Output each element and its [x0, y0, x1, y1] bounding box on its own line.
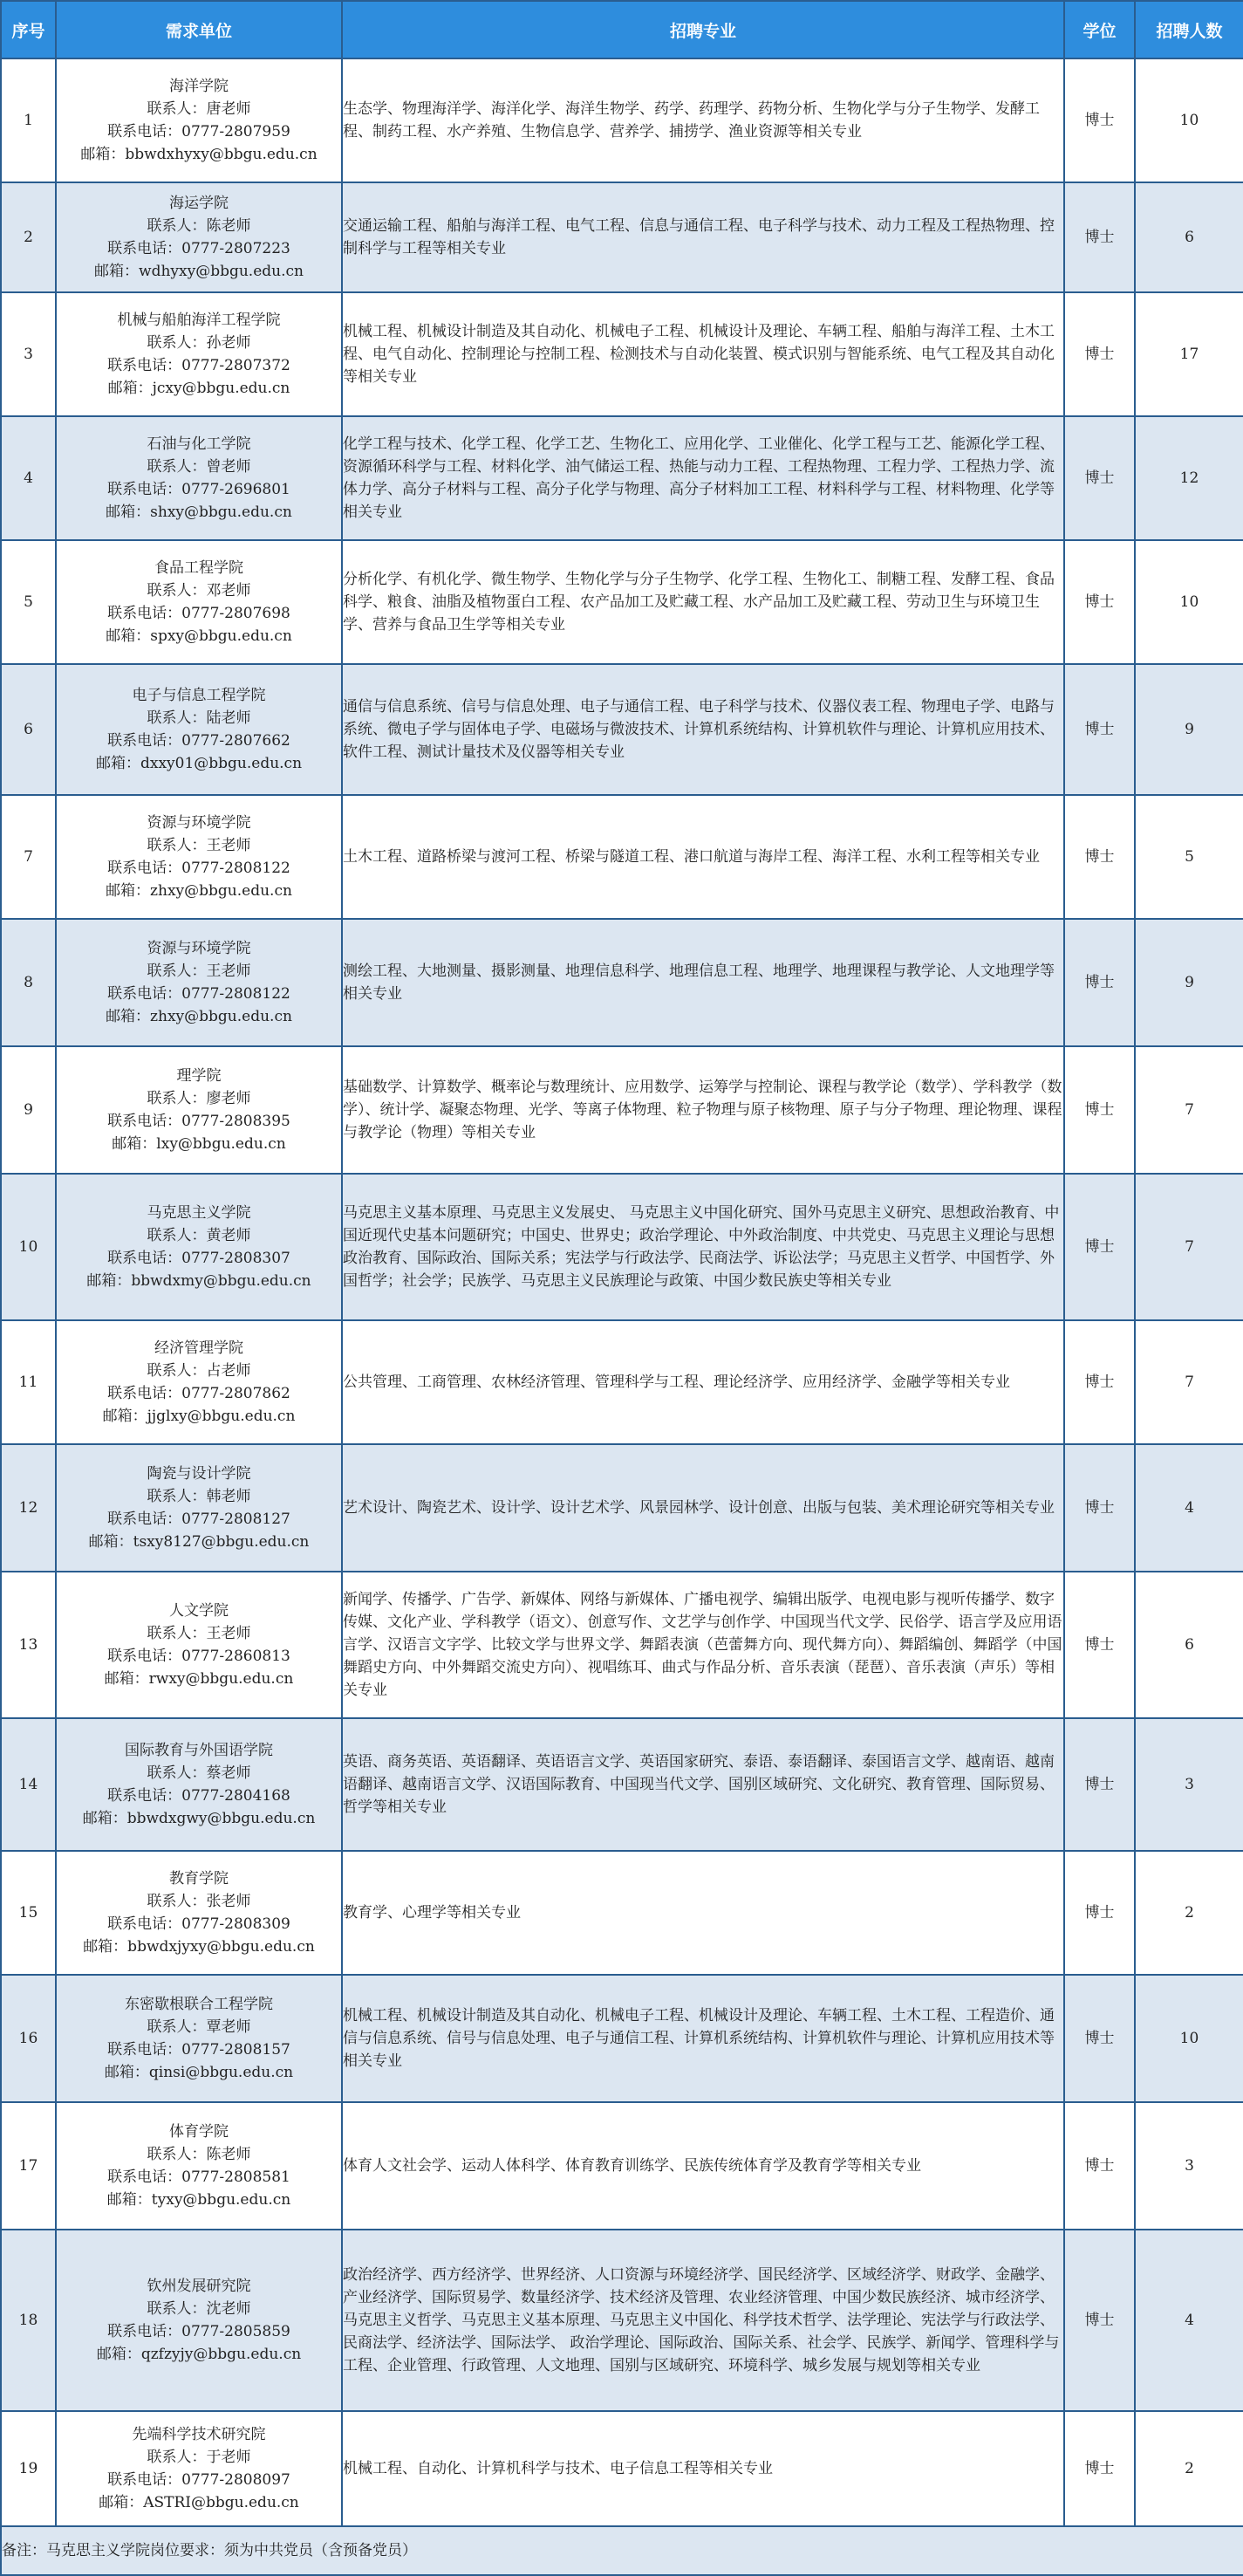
row-number: 9	[1, 1046, 56, 1174]
row-number: 5	[1, 540, 56, 664]
headcount-cell: 5	[1135, 795, 1243, 919]
row-number: 16	[1, 1975, 56, 2102]
headcount-cell: 17	[1135, 292, 1243, 416]
contact-person: 联系人：占老师	[147, 1362, 251, 1380]
row-number: 7	[1, 795, 56, 919]
department-name: 体育学院	[169, 2123, 229, 2141]
row-number: 1	[1, 58, 56, 182]
degree-cell: 博士	[1064, 664, 1135, 795]
contact-email: 邮箱：ASTRI@bbgu.edu.cn	[99, 2494, 299, 2511]
table-row	[1, 182, 1243, 292]
degree-cell: 博士	[1064, 1174, 1135, 1320]
majors-cell: 机械工程、自动化、计算机科学与技术、电子信息工程等相关专业	[342, 2411, 1064, 2526]
contact-email: 邮箱：spxy@bbgu.edu.cn	[106, 627, 292, 645]
row-number: 3	[1, 292, 56, 416]
degree-cell: 博士	[1064, 58, 1135, 182]
majors-cell: 新闻学、传播学、广告学、新媒体、网络与新媒体、广播电视学、编辑出版学、电视电影与视听传播学、数字传媒、文化产业、学科教学（语文）、创意写作、文艺学与创作学、中国现当代文学、民俗学、语言学及应用语言学、汉语言文字学、比较文学与世界文学、舞蹈表演（芭蕾舞方向、现代舞方向）、舞蹈编创、舞蹈学（中国舞蹈史方向、中外舞蹈交流史方向）、视唱练耳、曲式与作品分析、音乐表演（琵琶）、音乐表演（声乐）等相关专业	[342, 1572, 1064, 1718]
contact-person: 联系人：孙老师	[147, 334, 251, 352]
table-row	[1, 664, 1243, 795]
department-cell	[56, 292, 342, 416]
department-cell	[56, 1851, 342, 1975]
majors-cell: 英语、商务英语、英语翻译、英语语言文学、英语国家研究、泰语、泰语翻译、泰国语言文学、越南语、越南语翻译、越南语言文学、汉语国际教育、中国现当代文学、国别区域研究、文化研究、教育管理、国际贸易、哲学等相关专业	[342, 1718, 1064, 1851]
department-name: 食品工程学院	[154, 559, 243, 577]
department-cell	[56, 1046, 342, 1174]
row-number: 15	[1, 1851, 56, 1975]
department-name: 资源与环境学院	[147, 814, 251, 832]
majors-cell: 分析化学、有机化学、微生物学、生物化学与分子生物学、化学工程、生物化工、制糖工程、发酵工程、食品科学、粮食、油脂及植物蛋白工程、农产品加工及贮藏工程、水产品加工及贮藏工程、劳动卫生与环境卫生学、营养与食品卫生学等相关专业	[342, 540, 1064, 664]
department-name: 马克思主义学院	[147, 1204, 251, 1222]
contact-email: 邮箱：bbwdxjyxy@bbgu.edu.cn	[83, 1938, 315, 1956]
contact-email: 邮箱：qinsi@bbgu.edu.cn	[104, 2064, 294, 2081]
contact-email: 邮箱：jjglxy@bbgu.edu.cn	[102, 1408, 296, 1425]
majors-cell: 艺术设计、陶瓷艺术、设计学、设计艺术学、风景园林学、设计创意、出版与包装、美术理论研究等相关专业	[342, 1444, 1064, 1572]
row-number: 12	[1, 1444, 56, 1572]
contact-person: 联系人：王老师	[147, 963, 251, 980]
majors-cell: 化学工程与技术、化学工程、化学工艺、生物化工、应用化学、工业催化、化学工程与工艺、能源化学工程、资源循环科学与工程、材料化学、油气储运工程、热能与动力工程、工程热物理、工程力学、工程热力学、流体力学、高分子材料与工程、高分子化学与物理、高分子材料加工工程、材料科学与工程、材料物理、化学等相关专业	[342, 416, 1064, 540]
majors-cell: 基础数学、计算数学、概率论与数理统计、应用数学、运筹学与控制论、课程与教学论（数学）、学科教学（数学）、统计学、凝聚态物理、光学、等离子体物理、粒子物理与原子核物理、原子与分子物理、理论物理、课程与教学论（物理）等相关专业	[342, 1046, 1064, 1174]
contact-person: 联系人：黄老师	[147, 1227, 251, 1244]
contact-phone: 联系电话：0777-2807698	[107, 605, 290, 622]
department-name: 教育学院	[169, 1870, 229, 1887]
contact-phone: 联系电话：0777-2808122	[107, 860, 290, 877]
department-cell	[56, 182, 342, 292]
contact-phone: 联系电话：0777-2807372	[107, 357, 290, 374]
contact-phone: 联系电话：0777-2808157	[107, 2041, 290, 2059]
contact-person: 联系人：陈老师	[147, 2146, 251, 2163]
degree-cell: 博士	[1064, 1046, 1135, 1174]
header-unit: 需求单位	[56, 1, 342, 58]
contact-phone: 联系电话：0777-2807959	[107, 123, 290, 140]
degree-cell: 博士	[1064, 795, 1135, 919]
table-row	[1, 1975, 1243, 2102]
row-number: 6	[1, 664, 56, 795]
headcount-cell: 4	[1135, 1444, 1243, 1572]
department-cell	[56, 1572, 342, 1718]
contact-phone: 联系电话：0777-2808309	[107, 1915, 290, 1933]
contact-person: 联系人：曾老师	[147, 458, 251, 476]
footer-row	[1, 2526, 1243, 2575]
department-name: 海洋学院	[169, 78, 229, 95]
department-cell	[56, 795, 342, 919]
headcount-cell: 3	[1135, 2102, 1243, 2230]
contact-email: 邮箱：shxy@bbgu.edu.cn	[106, 504, 292, 521]
contact-phone: 联系电话：0777-2807662	[107, 732, 290, 750]
contact-phone: 联系电话：0777-2808097	[107, 2471, 290, 2489]
department-cell	[56, 416, 342, 540]
department-name: 陶瓷与设计学院	[147, 1465, 251, 1483]
contact-phone: 联系电话：0777-2808122	[107, 985, 290, 1003]
headcount-cell: 12	[1135, 416, 1243, 540]
degree-cell: 博士	[1064, 182, 1135, 292]
table-row	[1, 58, 1243, 182]
header-degree: 学位	[1064, 1, 1135, 58]
row-number: 4	[1, 416, 56, 540]
department-cell	[56, 919, 342, 1046]
contact-phone: 联系电话：0777-2807862	[107, 1385, 290, 1402]
headcount-cell: 10	[1135, 1975, 1243, 2102]
degree-cell: 博士	[1064, 416, 1135, 540]
majors-cell: 机械工程、机械设计制造及其自动化、机械电子工程、机械设计及理论、车辆工程、船舶与海洋工程、土木工程、电气自动化、控制理论与控制工程、检测技术与自动化装置、模式识别与智能系统、电气工程及其自动化等相关专业	[342, 292, 1064, 416]
degree-cell: 博士	[1064, 292, 1135, 416]
table-row	[1, 1851, 1243, 1975]
department-name: 先端科学技术研究院	[132, 2426, 266, 2443]
contact-phone: 联系电话：0777-2808127	[107, 1511, 290, 1528]
contact-email: 邮箱：bbwdxmy@bbgu.edu.cn	[86, 1272, 311, 1290]
department-cell	[56, 1975, 342, 2102]
contact-person: 联系人：王老师	[147, 1625, 251, 1642]
department-cell	[56, 664, 342, 795]
contact-email: 邮箱：bbwdxgwy@bbgu.edu.cn	[82, 1810, 316, 1827]
degree-cell: 博士	[1064, 1444, 1135, 1572]
department-cell	[56, 2102, 342, 2230]
headcount-cell: 2	[1135, 1851, 1243, 1975]
headcount-cell: 7	[1135, 1320, 1243, 1444]
department-cell	[56, 540, 342, 664]
department-name: 东密歇根联合工程学院	[125, 1996, 273, 2013]
majors-cell: 测绘工程、大地测量、摄影测量、地理信息科学、地理信息工程、地理学、地理课程与教学论、人文地理学等相关专业	[342, 919, 1064, 1046]
row-number: 8	[1, 919, 56, 1046]
majors-cell: 马克思主义基本原理、马克思主义发展史、 马克思主义中国化研究、国外马克思主义研究、思想政治教育、中国近现代史基本问题研究；中国史、世界史；政治学理论、中外政治制度、中共党史、马克思主义理论与思想政治教育、国际政治、国际关系；宪法学与行政法学、民商法学、诉讼法学；马克思主义哲学、中国哲学、外国哲学；社会学；民族学、马克思主义民族理论与政策、中国少数民族史等相关专业	[342, 1174, 1064, 1320]
headcount-cell: 6	[1135, 1572, 1243, 1718]
table-row	[1, 1572, 1243, 1718]
contact-person: 联系人：唐老师	[147, 100, 251, 118]
table-row	[1, 1444, 1243, 1572]
contact-email: 邮箱：jcxy@bbgu.edu.cn	[107, 380, 290, 397]
degree-cell: 博士	[1064, 2411, 1135, 2526]
row-number: 19	[1, 2411, 56, 2526]
footer-note: 备注：马克思主义学院岗位要求：须为中共党员（含预备党员）	[1, 2526, 1243, 2575]
department-cell	[56, 58, 342, 182]
department-cell	[56, 1320, 342, 1444]
contact-person: 联系人：陈老师	[147, 217, 251, 235]
majors-cell: 交通运输工程、船舶与海洋工程、电气工程、信息与通信工程、电子科学与技术、动力工程及工程热物理、控制科学与工程等相关专业	[342, 182, 1064, 292]
contact-email: 邮箱：qzfzyjy@bbgu.edu.cn	[96, 2346, 302, 2363]
header-count: 招聘人数	[1135, 1, 1243, 58]
majors-cell: 机械工程、机械设计制造及其自动化、机械电子工程、机械设计及理论、车辆工程、土木工程、工程造价、通信与信息系统、信号与信息处理、电子与通信工程、计算机系统结构、计算机软件与理论、计算机应用技术等相关专业	[342, 1975, 1064, 2102]
degree-cell: 博士	[1064, 2230, 1135, 2411]
contact-phone: 联系电话：0777-2860813	[107, 1648, 290, 1665]
headcount-cell: 2	[1135, 2411, 1243, 2526]
contact-email: 邮箱：tyxy@bbgu.edu.cn	[106, 2191, 291, 2209]
department-cell	[56, 1444, 342, 1572]
row-number: 11	[1, 1320, 56, 1444]
contact-email: 邮箱：zhxy@bbgu.edu.cn	[106, 882, 292, 900]
majors-cell: 体育人文社会学、运动人体科学、体育教育训练学、民族传统体育学及教育学等相关专业	[342, 2102, 1064, 2230]
degree-cell: 博士	[1064, 540, 1135, 664]
majors-cell: 通信与信息系统、信号与信息处理、电子与通信工程、电子科学与技术、仪器仪表工程、物理电子学、电路与系统、微电子学与固体电子学、电磁场与微波技术、计算机系统结构、计算机软件与理论、计算机应用技术、软件工程、测试计量技术及仪器等相关专业	[342, 664, 1064, 795]
table-row	[1, 1320, 1243, 1444]
header-no: 序号	[1, 1, 56, 58]
header-major: 招聘专业	[342, 1, 1064, 58]
contact-email: 邮箱：zhxy@bbgu.edu.cn	[106, 1008, 292, 1025]
headcount-cell: 7	[1135, 1046, 1243, 1174]
degree-cell: 博士	[1064, 2102, 1135, 2230]
headcount-cell: 6	[1135, 182, 1243, 292]
contact-phone: 联系电话：0777-2807223	[107, 240, 290, 257]
contact-email: 邮箱：wdhyxy@bbgu.edu.cn	[94, 263, 304, 280]
contact-person: 联系人：于老师	[147, 2449, 251, 2466]
majors-cell: 教育学、心理学等相关专业	[342, 1851, 1064, 1975]
contact-person: 联系人：张老师	[147, 1893, 251, 1910]
department-name: 资源与环境学院	[147, 940, 251, 957]
contact-phone: 联系电话：0777-2808395	[107, 1113, 290, 1130]
headcount-cell: 7	[1135, 1174, 1243, 1320]
contact-person: 联系人：廖老师	[147, 1090, 251, 1107]
department-name: 国际教育与外国语学院	[125, 1742, 273, 1759]
department-name: 经济管理学院	[154, 1339, 243, 1357]
degree-cell: 博士	[1064, 1975, 1135, 2102]
table-row	[1, 1174, 1243, 1320]
headcount-cell: 10	[1135, 58, 1243, 182]
majors-cell: 土木工程、道路桥梁与渡河工程、桥梁与隧道工程、港口航道与海岸工程、海洋工程、水利工程等相关专业	[342, 795, 1064, 919]
department-name: 理学院	[176, 1067, 222, 1085]
department-cell	[56, 2411, 342, 2526]
contact-email: 邮箱：tsxy8127@bbgu.edu.cn	[88, 1533, 310, 1551]
department-cell	[56, 2230, 342, 2411]
degree-cell: 博士	[1064, 919, 1135, 1046]
degree-cell: 博士	[1064, 1851, 1135, 1975]
contact-person: 联系人：蔡老师	[147, 1764, 251, 1782]
contact-person: 联系人：覃老师	[147, 2018, 251, 2036]
row-number: 13	[1, 1572, 56, 1718]
headcount-cell: 3	[1135, 1718, 1243, 1851]
contact-phone: 联系电话：0777-2696801	[107, 481, 290, 498]
table-row	[1, 2411, 1243, 2526]
table-body	[1, 58, 1243, 2526]
row-number: 14	[1, 1718, 56, 1851]
table-row	[1, 1046, 1243, 1174]
headcount-cell: 9	[1135, 664, 1243, 795]
degree-cell: 博士	[1064, 1718, 1135, 1851]
department-name: 钦州发展研究院	[147, 2278, 251, 2295]
contact-email: 邮箱：bbwdxhyxy@bbgu.edu.cn	[80, 146, 318, 163]
department-name: 海运学院	[169, 195, 229, 212]
table-row	[1, 416, 1243, 540]
contact-email: 邮箱：dxxy01@bbgu.edu.cn	[95, 755, 303, 772]
headcount-cell: 9	[1135, 919, 1243, 1046]
contact-person: 联系人：王老师	[147, 837, 251, 854]
table-row	[1, 1718, 1243, 1851]
table-row	[1, 292, 1243, 416]
contact-phone: 联系电话：0777-2808307	[107, 1250, 290, 1267]
contact-email: 邮箱：rwxy@bbgu.edu.cn	[104, 1670, 294, 1688]
contact-phone: 联系电话：0777-2805859	[107, 2323, 290, 2340]
headcount-cell: 10	[1135, 540, 1243, 664]
row-number: 10	[1, 1174, 56, 1320]
department-name: 电子与信息工程学院	[132, 687, 266, 704]
contact-phone: 联系电话：0777-2804168	[107, 1787, 290, 1805]
majors-cell: 公共管理、工商管理、农林经济管理、管理科学与工程、理论经济学、应用经济学、金融学等相关专业	[342, 1320, 1064, 1444]
table-row	[1, 540, 1243, 664]
headcount-cell: 4	[1135, 2230, 1243, 2411]
majors-cell: 政治经济学、西方经济学、世界经济、人口资源与环境经济学、国民经济学、区域经济学、财政学、金融学、产业经济学、国际贸易学、数量经济学、技术经济及管理、农业经济管理、中国少数民族经济、城市经济学、马克思主义哲学、马克思主义基本原理、马克思主义中国化、科学技术哲学、法学理论、宪法学与行政法学、民商法学、经济法学、国际法学、 政治学理论、国际政治、国际关系、社会学、民族学、新闻学、管理科学与工程、企业管理、行政管理、人文地理、国别与区域研究、环境科学、城乡发展与规划等相关专业	[342, 2230, 1064, 2411]
table-row	[1, 795, 1243, 919]
contact-person: 联系人：邓老师	[147, 582, 251, 599]
degree-cell: 博士	[1064, 1572, 1135, 1718]
department-name: 石油与化工学院	[147, 435, 251, 453]
department-name: 机械与船舶海洋工程学院	[117, 312, 281, 329]
degree-cell: 博士	[1064, 1320, 1135, 1444]
majors-cell: 生态学、物理海洋学、海洋化学、海洋生物学、药学、药理学、药物分析、生物化学与分子生物学、发酵工程、制药工程、水产养殖、生物信息学、营养学、捕捞学、渔业资源等相关专业	[342, 58, 1064, 182]
row-number: 17	[1, 2102, 56, 2230]
contact-phone: 联系电话：0777-2808581	[107, 2168, 290, 2186]
contact-email: 邮箱：lxy@bbgu.edu.cn	[112, 1135, 286, 1153]
header-row	[1, 1, 1243, 58]
table-row	[1, 2230, 1243, 2411]
row-number: 2	[1, 182, 56, 292]
contact-person: 联系人：沈老师	[147, 2300, 251, 2318]
department-cell	[56, 1174, 342, 1320]
contact-person: 联系人：韩老师	[147, 1488, 251, 1505]
table-row	[1, 919, 1243, 1046]
department-name: 人文学院	[169, 1602, 229, 1620]
row-number: 18	[1, 2230, 56, 2411]
table-row	[1, 2102, 1243, 2230]
department-cell	[56, 1718, 342, 1851]
contact-person: 联系人：陆老师	[147, 709, 251, 727]
